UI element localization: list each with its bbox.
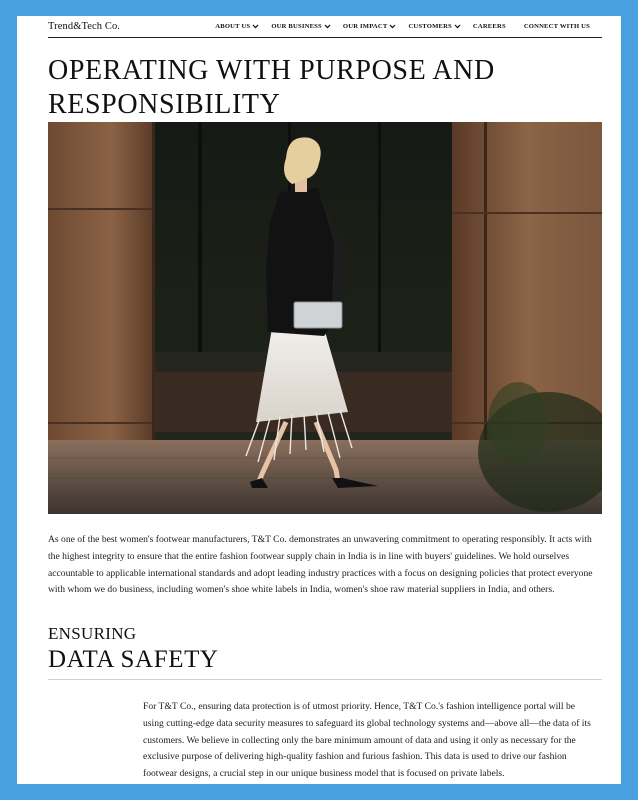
top-navigation xyxy=(48,16,602,38)
page xyxy=(17,16,621,784)
menu-our-impact[interactable] xyxy=(343,23,397,30)
menu-connect-with-us-label: CONNECT WITH US xyxy=(523,23,590,30)
section-title: DATA SAFETY xyxy=(48,646,219,673)
data-safety-paragraph: For T&T Co., ensuring data protection is of utmost priority. Hence, T&T Co.'s fashion intelligence portal will be using cutting-edge data security measures to safeguard its global technology systems and—above all—the data of its customers. We believe in collecting only the bare minimum amount of data and using it only as necessary for the exclusive purpose of delivering high-quality fashion and furious fashion. This data is used to drive our fashion footwear designs, a crucial step in our unique business model that is focused on private labels. xyxy=(143,701,591,780)
page-title-line-1: OPERATING WITH PURPOSE AND xyxy=(48,55,495,86)
menu-about-us[interactable] xyxy=(215,23,259,30)
section-divider xyxy=(48,679,602,680)
chevron-down-icon xyxy=(454,24,461,29)
menu-careers-label: CAREERS xyxy=(472,23,506,30)
main-menu xyxy=(203,23,602,30)
chevron-down-icon xyxy=(252,24,259,29)
menu-about-us-label: ABOUT US xyxy=(215,23,251,30)
menu-our-business-label: OUR BUSINESS xyxy=(271,23,322,30)
menu-customers[interactable] xyxy=(408,23,460,30)
menu-customers-label: CUSTOMERS xyxy=(408,23,452,30)
chevron-down-icon xyxy=(324,24,331,29)
woman-walking-photo xyxy=(48,122,602,514)
intro-paragraph: As one of the best women's footwear manufacturers, T&T Co. demonstrates an unwavering commitment to operating responsibly. It acts with the highest integrity to ensure that the entire fashion footwear supply chain in India is in line with buyers' guidelines. We hold ourselves accountable to applicable international standards and adopt leading industry practices with a focus on designing policies that protect everyone with whom we do business, including women's shoe white labels in India, women's shoe raw material suppliers in India, and others. xyxy=(48,534,593,596)
section-eyebrow: ENSURING xyxy=(48,624,137,643)
menu-our-business[interactable] xyxy=(271,23,331,30)
chevron-down-icon xyxy=(389,24,396,29)
menu-connect-with-us[interactable] xyxy=(524,23,590,30)
page-title-line-2: RESPONSIBILITY xyxy=(48,89,281,120)
menu-our-impact-label: OUR IMPACT xyxy=(342,23,388,30)
site-logo[interactable]: Trend&Tech Co. xyxy=(48,21,121,32)
hero-image xyxy=(48,122,602,514)
menu-careers[interactable] xyxy=(473,23,506,30)
page-title xyxy=(48,54,608,122)
